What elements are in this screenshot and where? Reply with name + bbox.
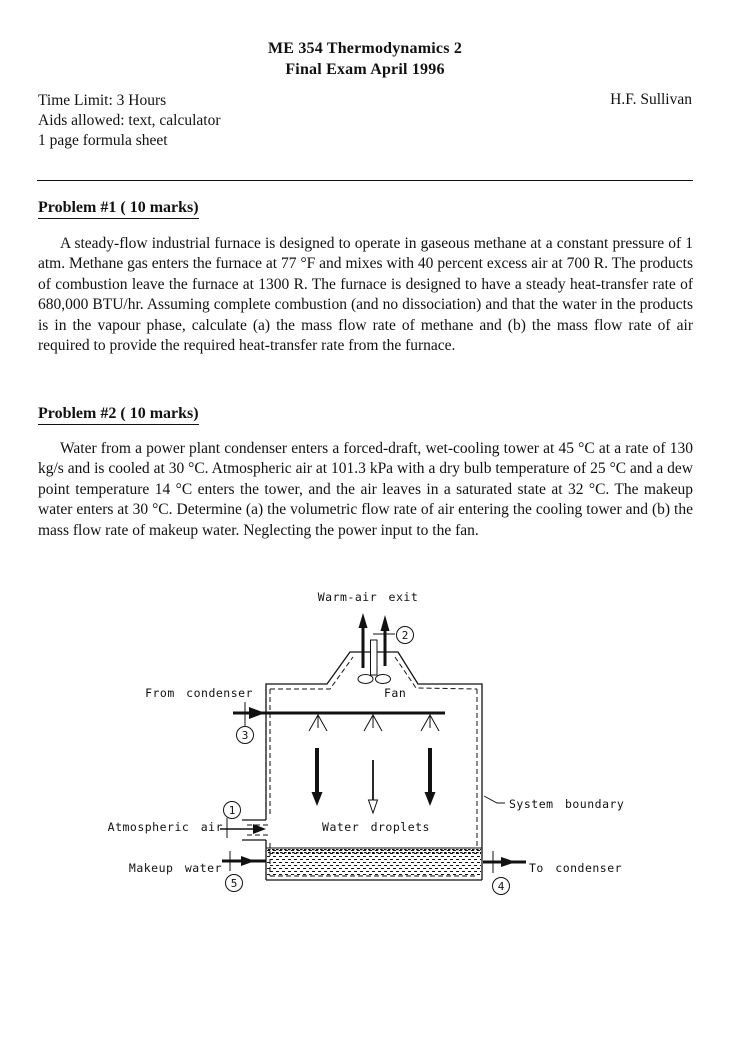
horizontal-rule (37, 180, 693, 181)
warm-air-exit-label: Warm-air exit (317, 590, 419, 604)
formula-sheet: 1 page formula sheet (38, 132, 168, 149)
condenser-inlet-pipe (233, 702, 445, 726)
problem-1-body: A steady-flow industrial furnace is designed to operate in gaseous methane at a constant pressure of 1 atm. Methane gas enters the furnace at 77 °F and mixes with 40 percent excess air at 700 R. The products of combustion leave the furnace at 1300 R. The furnace is designed to have a steady heat-transfer rate of 680,000 BTU/hr. Assuming complete combustion (and no dissociation) and that the water in the products is in the vapour phase, calculate (a) the mass flow rate of methane and (b) the mass flow rate of air required to provide the required heat-transfer rate from the furnace. (38, 235, 693, 355)
problem-2-heading: Problem #2 ( 10 marks) (38, 405, 199, 425)
exam-info (38, 91, 221, 151)
cooling-tower-diagram (0, 578, 730, 910)
from-condenser-label: From condenser (145, 686, 253, 700)
water-droplet-arrows (312, 748, 436, 813)
exam-title (0, 38, 730, 80)
station-4-label: 4 (497, 880, 505, 893)
station-2-label: 2 (401, 629, 409, 642)
exam-title-line2: Final Exam April 1996 (285, 61, 445, 78)
water-pool (266, 848, 482, 877)
to-condenser-label: To condenser (529, 861, 623, 875)
station-5-label: 5 (230, 877, 238, 890)
system-boundary-label: System boundary (509, 797, 625, 811)
water-droplets-label: Water droplets (322, 820, 430, 834)
problem-2-body: Water from a power plant condenser enters a forced-draft, wet-cooling tower at 45 °C at a rate of 130 kg/s and is cooled at 30 °C. Atmospheric air at 101.3 kPa with a dry bulb temperature of 25 °C and a dew point temperature 14 °C enters the tower, and the air leaves in a saturated state at 32 °C. The makeup water enters at 30 °C. Determine (a) the volumetric flow rate of air entering the cooling tower and (b) the mass flow rate of makeup water. Neglecting the power input to the fan. (38, 440, 693, 539)
aids-allowed: Aids allowed: text, calculator (38, 112, 221, 129)
makeup-water-arrow (222, 851, 266, 871)
tower-outline (242, 652, 482, 880)
exam-title-line1: ME 354 Thermodynamics 2 (267, 40, 463, 57)
fan-label: Fan (384, 686, 407, 700)
system-boundary-leader (484, 796, 505, 803)
spray-nozzles (309, 714, 439, 731)
to-condenser-arrow (483, 851, 526, 873)
problem-1-heading: Problem #1 ( 10 marks) (38, 199, 199, 219)
instructor-name: H.F. Sullivan (610, 91, 692, 108)
makeup-water-label: Makeup water (128, 861, 222, 875)
station-3-label: 3 (241, 729, 249, 742)
atmospheric-air-label: Atmospheric air (107, 820, 223, 834)
station-1-label: 1 (228, 804, 236, 817)
time-limit: Time Limit: 3 Hours (38, 92, 167, 109)
system-boundary-dashed-line (247, 657, 477, 876)
